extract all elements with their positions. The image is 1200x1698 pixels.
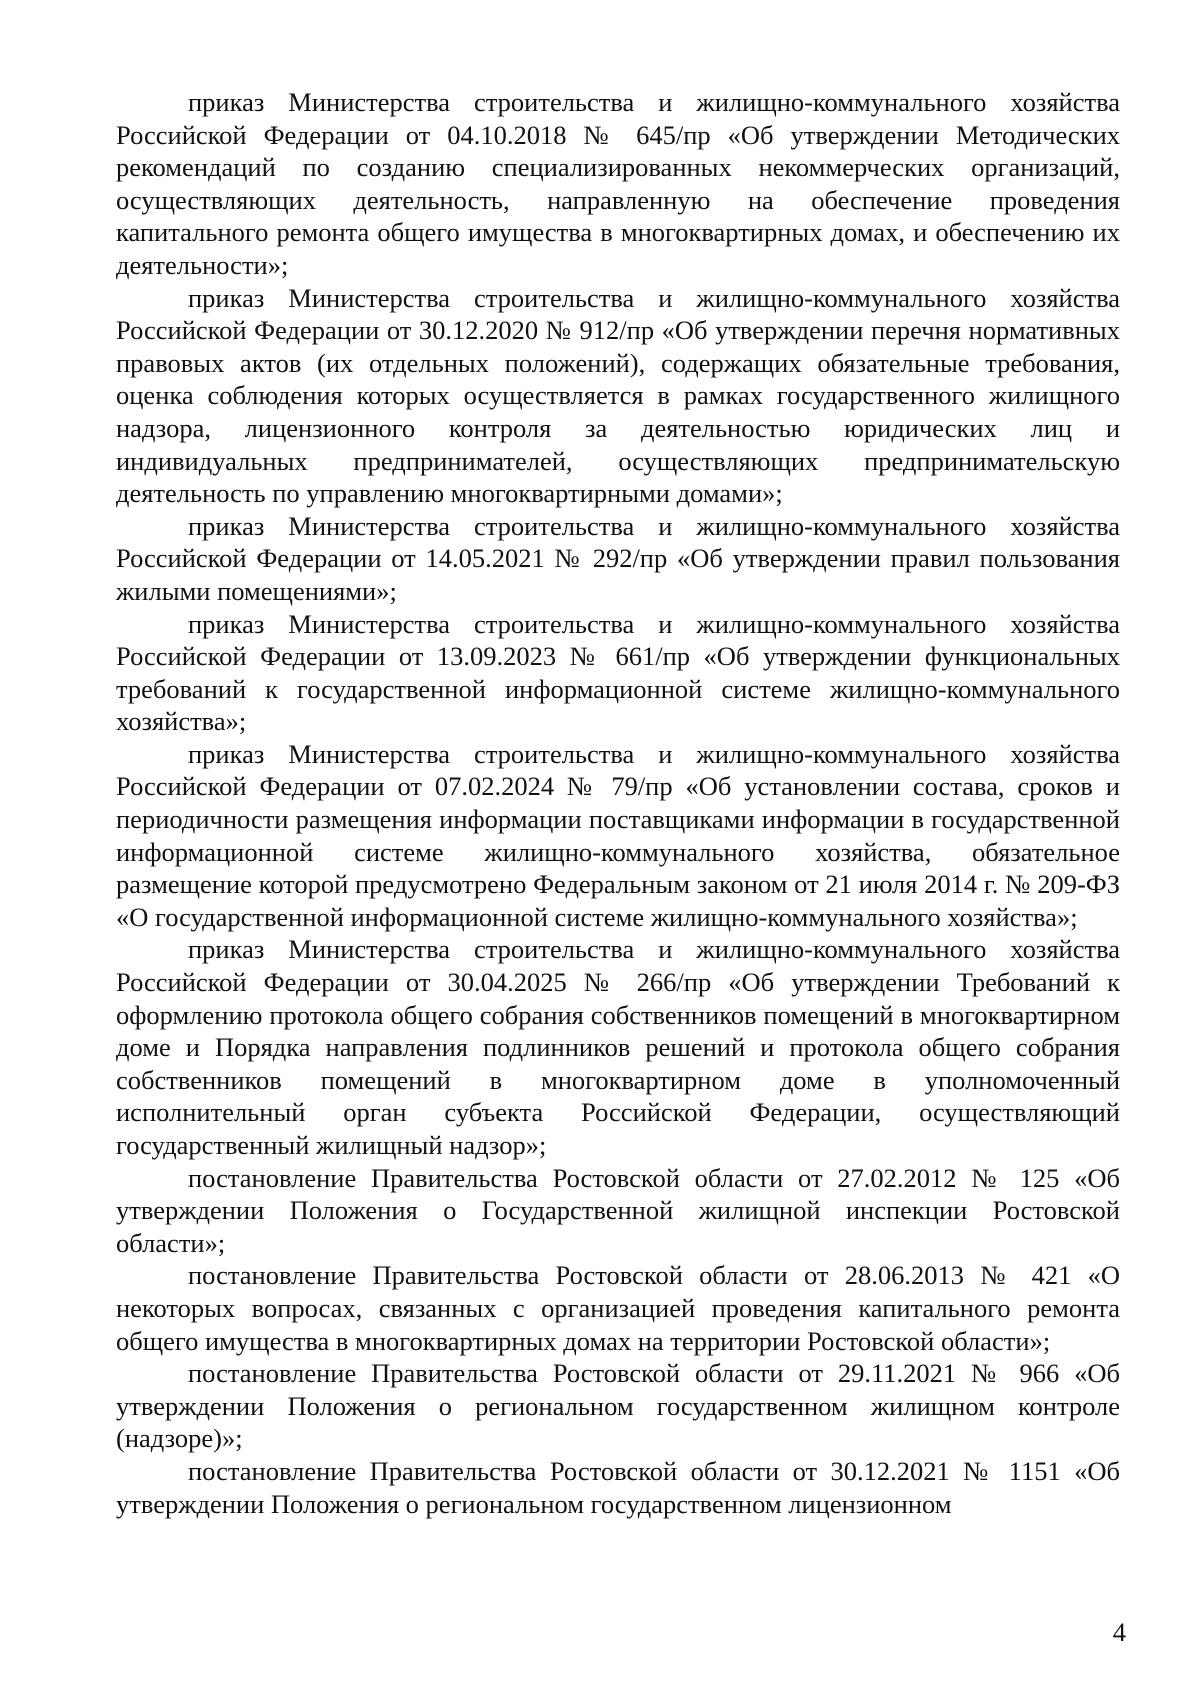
- paragraph-resolution-125: постановление Правительства Ростовской области от 27.02.2012 № 125 «Об утверждении Положения о Государственной жилищной инспекции Ростовской области»;: [116, 1162, 1120, 1258]
- document-body: [116, 86, 1120, 1520]
- paragraph-order-912: приказ Министерства строительства и жилищно-коммунального хозяйства Российской Федерации от 30.12.2020 № 912/пр «Об утверждении перечня нормативных правовых актов (их отдельных положений), содержащих обязательные требования, оценка соблюдения которых осуществляется в рамках государственного жилищного надзора, лицензионного контроля за деятельностью юридических лиц и индивидуальных предпринимателей, осуществляющих предпринимательскую деятельность по управлению многоквартирными домами»;: [116, 282, 1120, 509]
- page-number: 4: [1112, 1617, 1126, 1647]
- paragraph-resolution-421: постановление Правительства Ростовской области от 28.06.2013 № 421 «О некоторых вопросах, связанных с организацией проведения капитального ремонта общего имущества в многоквартирных домах на территории Ростовской области»;: [116, 1260, 1120, 1356]
- paragraph-order-661: приказ Министерства строительства и жилищно-коммунального хозяйства Российской Федерации от 13.09.2023 № 661/пр «Об утверждении функциональных требований к государственной информационной системе жилищно-коммунального хозяйства»;: [116, 608, 1120, 737]
- paragraph-resolution-1151: постановление Правительства Ростовской области от 30.12.2021 № 1151 «Об утверждении Положения о региональном государственном лицензионном: [116, 1455, 1120, 1519]
- paragraph-resolution-966: постановление Правительства Ростовской области от 29.11.2021 № 966 «Об утверждении Положения о региональном государственном жилищном контроле (надзоре)»;: [116, 1358, 1120, 1454]
- paragraph-order-645: приказ Министерства строительства и жилищно-коммунального хозяйства Российской Федерации от 04.10.2018 № 645/пр «Об утверждении Методических рекомендаций по созданию специализированных некоммерческих организаций, осуществляющих деятельность, направленную на обеспечение проведения капитального ремонта общего имущества в многоквартирных домах, и обеспечению их деятельности»;: [116, 87, 1120, 280]
- paragraph-order-292: приказ Министерства строительства и жилищно-коммунального хозяйства Российской Федерации от 14.05.2021 № 292/пр «Об утверждении правил пользования жилыми помещениями»;: [116, 510, 1120, 606]
- paragraph-order-266: приказ Министерства строительства и жилищно-коммунального хозяйства Российской Федерации от 30.04.2025 № 266/пр «Об утверждении Требований к оформлению протокола общего собрания собственников помещений в многоквартирном доме и Порядка направления подлинников решений и протокола общего собрания собственников помещений в многоквартирном доме в уполномоченный исполнительный орган субъекта Российской Федерации, осуществляющий государственный жилищный надзор»;: [116, 934, 1120, 1160]
- paragraph-order-79: приказ Министерства строительства и жилищно-коммунального хозяйства Российской Федерации от 07.02.2024 № 79/пр «Об установлении состава, сроков и периодичности размещения информации поставщиками информации в государственной информационной системе жилищно-коммунального хозяйства, обязательное размещение которой предусмотрено Федеральным законом от 21 июля 2014 г. № 209-ФЗ «О государственной информационной системе жилищно-коммунального хозяйства»;: [116, 738, 1120, 932]
